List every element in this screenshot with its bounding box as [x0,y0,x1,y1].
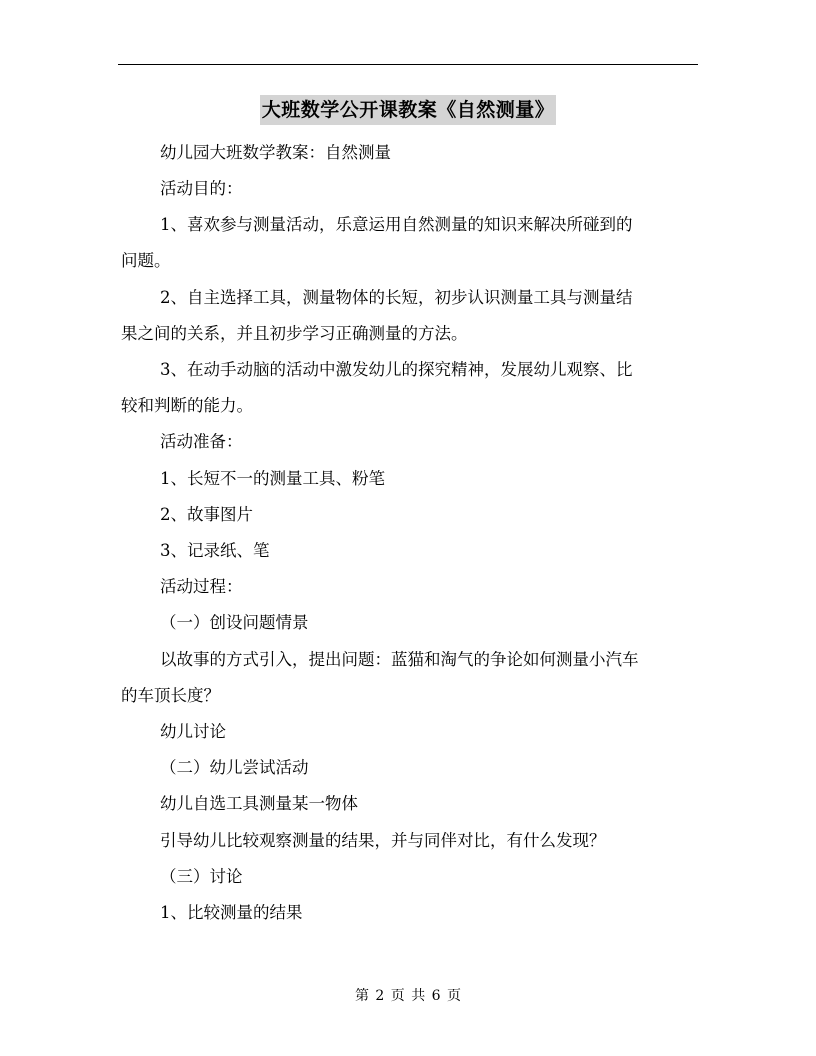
body-line: 以故事的方式引入，提出问题：蓝猫和淘气的争论如何测量小汽车 [160,650,639,669]
body-line: （一）创设问题情景 [160,613,309,632]
body-line: 果之间的关系，并且初步学习正确测量的方法。 [121,324,468,343]
body-line: 活动准备： [160,432,243,451]
body-line: 活动目的： [160,179,243,198]
document-title: 大班数学公开课教案《自然测量》 [260,95,557,125]
body-line: 幼儿园大班数学教案：自然测量 [160,143,391,162]
body-line: 问题。 [121,251,171,270]
body-line: 引导幼儿比较观察测量的结果，并与同伴对比，有什么发现？ [160,831,606,850]
body-line: 幼儿讨论 [160,722,226,741]
header-rule [118,64,698,65]
body-line: （二）幼儿尝试活动 [160,758,309,777]
body-line: 的车顶长度？ [121,686,220,705]
body-line: 3、在动手动脑的活动中激发幼儿的探究精神，发展幼儿观察、比 [160,360,633,379]
body-line: 2、故事图片 [160,505,253,524]
body-line: （三）讨论 [160,867,243,886]
body-line: 较和判断的能力。 [121,396,253,415]
body-line: 3、记录纸、笔 [160,541,270,560]
title-container [0,95,816,125]
body-line: 1、喜欢参与测量活动，乐意运用自然测量的知识来解决所碰到的 [160,215,633,234]
body-line: 1、长短不一的测量工具、粉笔 [160,469,385,488]
body-line: 1、比较测量的结果 [160,903,303,922]
body-line: 幼儿自选工具测量某一物体 [160,794,358,813]
body-line: 活动过程： [160,577,243,596]
page-footer: 第 2 页 共 6 页 [354,988,462,1004]
body-line: 2、自主选择工具，测量物体的长短，初步认识测量工具与测量结 [160,288,633,307]
